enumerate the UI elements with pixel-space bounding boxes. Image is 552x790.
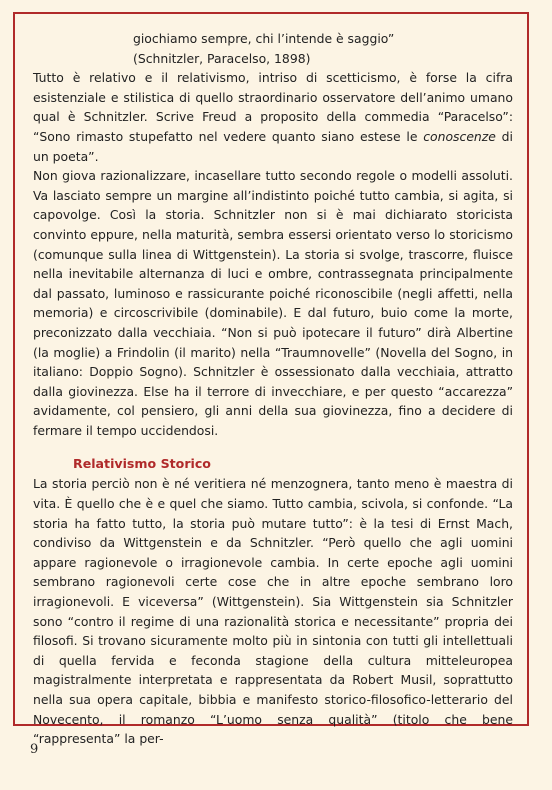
- epigraph-citation: (Schnitzler, Paracelso, 1898): [133, 50, 311, 66]
- page-content: [33, 29, 513, 749]
- section-heading: Relativismo Storico: [73, 456, 211, 472]
- epigraph: [133, 29, 513, 68]
- paragraph-relativismo: La storia perciò non è né veritiera né menzognera, tanto meno è maestra di vita. È quello che è e quel che siamo. Tutto cambia, scivola, si confonde. “La storia ha fatto tutto, la storia può mutare tutto”: è la tesi di Ernst Mach, condiviso da Wittgenstein e da Schnitzler. “Però quello che agli uomini appare ragionevole o irragionevole cambia. In certe epoche agli uomini sembrano ragionevoli certe cose che in altre epoche sembrano loro irragionevoli. E viceversa” (Wittgenstein). Sia Wittgenstein sia Schnitzler sono “contro il regime di una razionalità storica e necessitante” propria dei filosofi. Si trovano sicuramente molto più in sintonia con tutti gli intellettuali di quella fervida e feconda stagione della cultura mitteleuropea magistralmente interpretata e rappresentata da Robert Musil, soprattutto nella sua opera capitale, bibbia e manifesto storico-filosofico-letterario del Novecento, il romanzo “L’uomo senza qualità” (titolo che bene “rappresenta” la per-: [33, 476, 513, 747]
- paragraph-freud: [33, 68, 513, 166]
- paragraph-storia: Non giova razionalizzare, incasellare tutto secondo regole o modelli assoluti. Va lasciato sempre un margine all’indistinto poiché tutto cambia, si agita, si capovolge. Così la storia. Schnitzler non si è mai dichiarato storicista convinto eppure, nella maturità, sembra essersi orientato verso lo storicismo (comunque sulla linea di Wittgenstein). La storia si svolge, trascorre, fluisce nella inevitabile alternanza di luci e ombre, contrassegnata principalmente dal passato, luminoso e rassicurante poiché riconoscibile (negli affetti, nella memoria) e circoscrivibile (dominabile). E dal futuro, buio come la morte, preconizzato dalla vecchiaia. “Non si può ipotecare il futuro” dirà Albertine (la moglie) a Frindolin (il marito) nella “Traumnovelle” (Novella del Sogno, in italiano: Doppio Sogno). Schnitzler è ossessionato dalla vecchiaia, attratto dalla giovinezza. Else ha il terrore di invecchiare, e per questo “accarezza” avidamente, col pensiero, gli anni della sua giovinezza, fino a decidere di fermare il tempo uccidendosi.: [33, 168, 513, 438]
- page-number: 9: [30, 742, 39, 757]
- epigraph-line: giochiamo sempre, chi l’intende è saggio”: [133, 31, 395, 46]
- paragraph-text: Tutto è relativo e il relativismo, intriso di scetticismo, è forse la cifra esistenziale e stilistica di quello straordinario osservatore dell’animo umano qual è Schnitzler. Scrive Freud a proposito della commedia “Paracelso”: “Sono rimasto stupefatto nel vedere quanto siano estese le: [33, 70, 513, 144]
- paragraph-text: di un poeta”.: [33, 128, 513, 164]
- emphasis-text: conoscenze: [423, 128, 496, 144]
